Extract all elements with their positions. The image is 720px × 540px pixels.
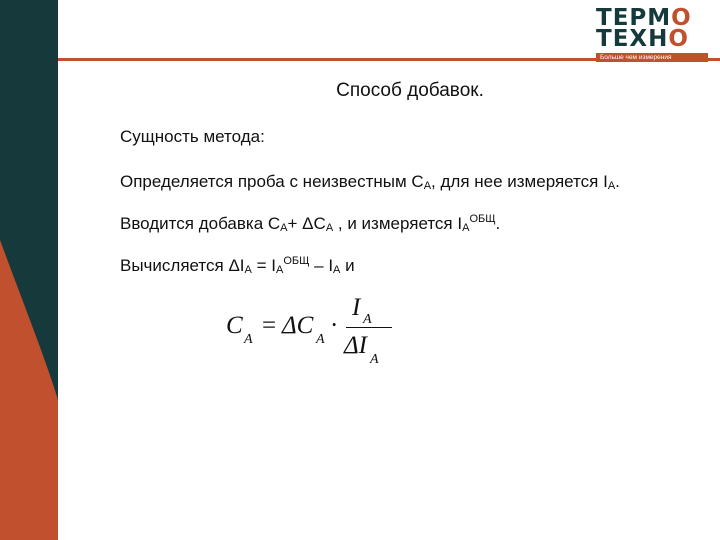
line4-sub2: A	[275, 264, 284, 276]
line4-part3: – I	[309, 256, 334, 275]
formula-delta-c-sub: A	[316, 332, 325, 347]
logo-tagline: Больше чем измерения	[596, 53, 708, 62]
line3-sub2: A	[325, 222, 334, 234]
logo-text-1a: ТЕРМ	[596, 5, 672, 31]
line4-part2: = I	[251, 256, 276, 275]
formula-numerator-sub: A	[363, 312, 372, 327]
text-line-3	[120, 213, 500, 234]
left-decorative-band	[0, 0, 58, 540]
line3-part3: , и измеряется I	[333, 214, 463, 233]
line2-part1: Определяется проба с неизвестным C	[120, 172, 424, 191]
line3-part4: .	[495, 214, 501, 233]
line3-sub1: A	[280, 222, 288, 234]
text-line-2	[120, 172, 620, 192]
formula-equals: =	[262, 312, 277, 339]
logo-text-1b: О	[671, 5, 692, 31]
line4-sup2: ОБЩ	[283, 255, 310, 267]
formula-dot: ·	[330, 312, 339, 339]
band-shape-graphic	[0, 0, 58, 540]
line2-part2: , для нее измеряется I	[431, 172, 608, 191]
line3-part1: Вводится добавка C	[120, 214, 281, 233]
formula-delta-c: ΔC	[282, 312, 314, 339]
slide-title: Способ добавок.	[336, 80, 484, 101]
line4-part1: Вычисляется ΔI	[120, 256, 245, 275]
termotekhno-logo	[596, 5, 708, 62]
formula-lhs-sub: A	[244, 332, 253, 347]
logo-line-2	[596, 26, 708, 52]
formula-denominator: ΔI	[344, 332, 367, 359]
text-line-4	[120, 255, 355, 276]
line4-sub1: A	[244, 264, 252, 276]
formula-lhs-var: C	[226, 312, 243, 339]
text-line-1: Сущность метода:	[120, 127, 265, 146]
line4-sub3: A	[333, 264, 341, 276]
line2-sub2: A	[607, 180, 616, 192]
line3-part2: + ΔC	[287, 214, 326, 233]
logo-text-2b: О	[668, 26, 689, 52]
fraction-bar	[346, 327, 392, 328]
formula	[220, 290, 400, 370]
formula-numerator: I	[352, 294, 361, 321]
line4-part4: и	[340, 256, 355, 275]
line3-sub3: A	[462, 222, 470, 234]
line2-part3: .	[615, 172, 620, 191]
line2-sub1: A	[423, 180, 432, 192]
formula-denominator-sub: A	[370, 352, 379, 367]
line3-sup3: ОБЩ	[469, 213, 496, 225]
logo-text-2a: ТЕХН	[596, 26, 669, 52]
